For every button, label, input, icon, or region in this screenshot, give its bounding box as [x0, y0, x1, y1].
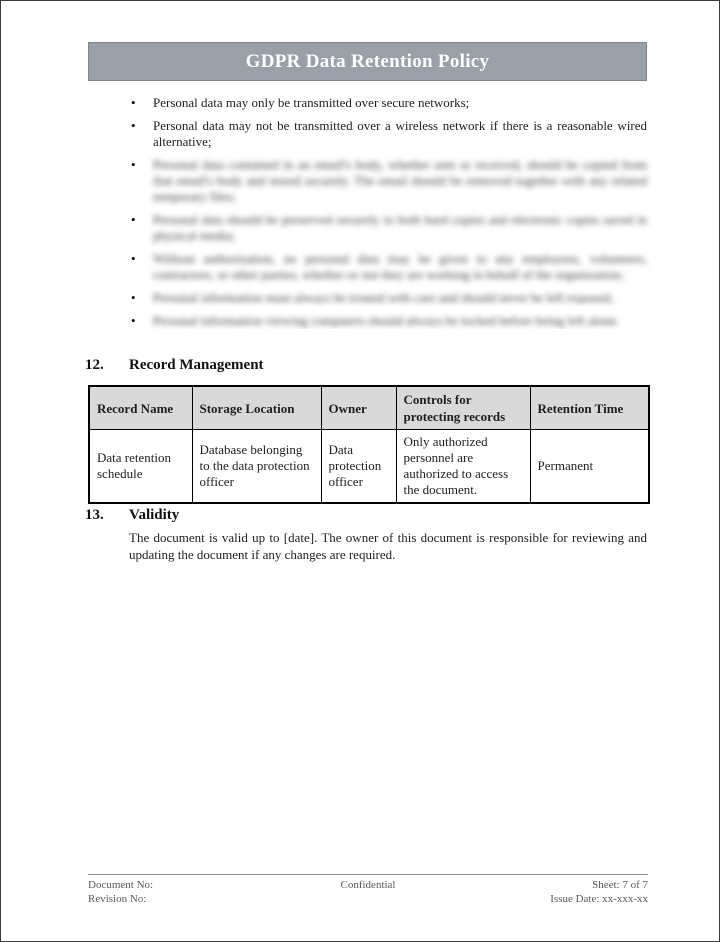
list-item	[131, 118, 647, 150]
title-banner	[88, 42, 647, 81]
list-item-redacted	[131, 251, 647, 283]
document-no-label: Document No:	[88, 879, 154, 891]
table-cell: Database belonging to the data protection officer	[192, 430, 321, 504]
bullet-text: Personal data may not be transmitted over a wireless network if there is a reasonable wired alternative;	[153, 118, 647, 149]
column-header: Retention Time	[530, 386, 649, 430]
footer-right	[396, 878, 649, 906]
section-title: Validity	[129, 507, 180, 523]
section-heading-record-management	[85, 355, 264, 375]
bullet-icon: •	[131, 212, 136, 227]
list-item-redacted	[131, 212, 647, 244]
page-footer	[88, 874, 648, 906]
bullet-icon: •	[131, 313, 136, 328]
list-item-redacted	[131, 157, 647, 205]
sheet-number: Sheet: 7 of 7	[592, 879, 648, 891]
bullet-icon: •	[131, 95, 136, 110]
table-row	[89, 430, 649, 504]
table-cell: Permanent	[530, 430, 649, 504]
table-cell: Data protection officer	[321, 430, 396, 504]
bullet-icon: •	[131, 251, 136, 266]
page-title: GDPR Data Retention Policy	[245, 50, 490, 72]
bullet-text: Personal data should be preserved securely in both hard copies and electronic copies saved in physical media;	[153, 212, 647, 243]
footer-left	[88, 878, 341, 906]
bullet-icon: •	[131, 118, 136, 133]
bullet-text: Personal data contained in an email's body, whether sent or received, should be copied from that email's body and stored securely. The email should be removed together with any related temporary files;	[153, 157, 647, 204]
revision-no-label: Revision No:	[88, 893, 147, 905]
list-item-redacted	[131, 313, 647, 329]
column-header: Owner	[321, 386, 396, 430]
table-header-row	[89, 386, 649, 430]
bullet-text: Personal information must always be treated with care and should never be left exposed;	[153, 290, 614, 305]
column-header: Controls for protecting records	[396, 386, 530, 430]
list-item-redacted	[131, 290, 647, 306]
table-cell: Only authorized personnel are authorized to access the document.	[396, 430, 530, 504]
bullet-text: Without authorization, no personal data may be given to any employees, volunteers, contractors, or other parties, whether or not they are working in behalf of the organization;	[153, 251, 647, 282]
bullet-icon: •	[131, 290, 136, 305]
section-title: Record Management	[129, 357, 264, 373]
bullet-text: Personal data may only be transmitted over secure networks;	[153, 95, 470, 110]
section-number: 12.	[85, 357, 104, 373]
list-item	[131, 95, 647, 111]
section-heading-validity	[85, 505, 179, 525]
bullet-icon: •	[131, 157, 136, 172]
footer-confidential: Confidential	[340, 879, 396, 891]
table-cell: Data retention schedule	[89, 430, 192, 504]
bullet-text: Personal information viewing computers should always be locked before being left alone.	[153, 313, 620, 328]
record-management-table	[88, 385, 650, 504]
validity-paragraph: The document is valid up to [date]. The owner of this document is responsible for reviewing and updating the document if any changes are required.	[129, 530, 647, 562]
bullet-list	[131, 95, 647, 336]
column-header: Storage Location	[192, 386, 321, 430]
column-header: Record Name	[89, 386, 192, 430]
issue-date: Issue Date: xx-xxx-xx	[550, 893, 648, 905]
section-number: 13.	[85, 507, 104, 523]
